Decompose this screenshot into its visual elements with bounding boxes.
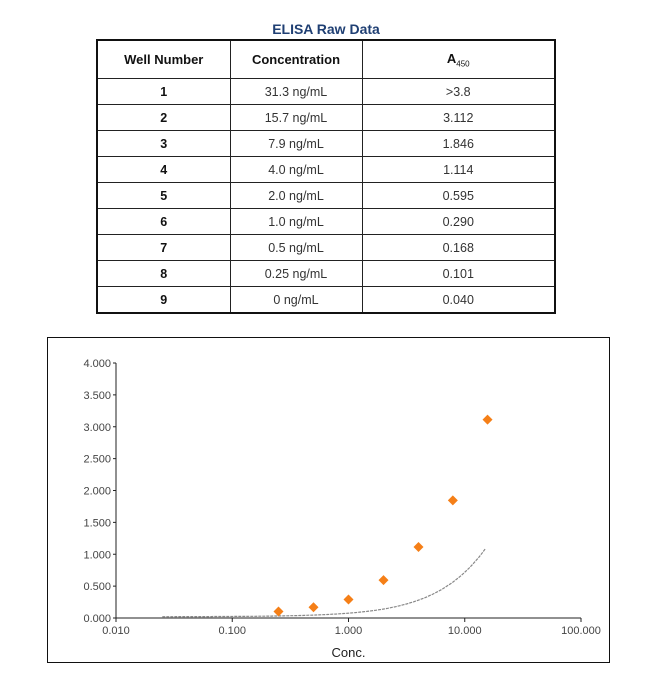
absorbance-cell: 3.112 — [362, 105, 555, 131]
well-number-cell: 9 — [97, 287, 230, 314]
concentration-cell: 0 ng/mL — [230, 287, 362, 314]
x-tick-label: 100.000 — [561, 625, 601, 637]
y-tick-label: 3.000 — [83, 421, 111, 434]
table-title: ELISA Raw Data — [272, 21, 380, 37]
concentration-cell: 0.25 ng/mL — [230, 261, 362, 287]
well-number-cell: 4 — [97, 157, 230, 183]
y-tick-label: 2.500 — [83, 453, 111, 466]
y-tick-label: 4.000 — [83, 358, 111, 370]
well-number-cell: 6 — [97, 209, 230, 235]
data-point-marker — [309, 602, 319, 612]
absorbance-cell: 0.168 — [362, 235, 555, 261]
header-well-number: Well Number — [97, 40, 230, 79]
concentration-cell: 2.0 ng/mL — [230, 183, 362, 209]
y-tick-label: 0.000 — [83, 613, 111, 625]
absorbance-cell: 0.290 — [362, 209, 555, 235]
x-tick-label: 0.100 — [218, 625, 247, 637]
y-tick-label: 1.500 — [83, 517, 111, 530]
y-tick-label: 0.500 — [83, 581, 111, 594]
well-number-cell: 8 — [97, 261, 230, 287]
x-tick-label: 0.010 — [102, 625, 130, 637]
concentration-cell: 0.5 ng/mL — [230, 235, 362, 261]
absorbance-cell: 1.114 — [362, 157, 555, 183]
data-point-marker — [483, 415, 493, 425]
data-point-marker — [274, 607, 284, 617]
x-tick-label: 1.000 — [334, 625, 363, 637]
well-number-cell: 5 — [97, 183, 230, 209]
concentration-cell: 15.7 ng/mL — [230, 105, 362, 131]
well-number-cell: 7 — [97, 235, 230, 261]
fit-curve — [162, 549, 485, 617]
y-tick-label: 2.000 — [83, 485, 111, 498]
concentration-cell: 4.0 ng/mL — [230, 157, 362, 183]
well-number-cell: 2 — [97, 105, 230, 131]
absorbance-cell: 1.846 — [362, 131, 555, 157]
well-number-cell: 3 — [97, 131, 230, 157]
concentration-cell: 1.0 ng/mL — [230, 209, 362, 235]
x-axis-title: Conc. — [331, 645, 366, 660]
data-point-marker — [344, 595, 354, 605]
header-concentration: Concentration — [230, 40, 362, 79]
well-number-cell: 1 — [97, 79, 230, 105]
concentration-cell: 31.3 ng/mL — [230, 79, 362, 105]
absorbance-cell: >3.8 — [362, 79, 555, 105]
absorbance-cell: 0.040 — [362, 287, 555, 314]
y-tick-label: 1.000 — [83, 549, 111, 562]
concentration-cell: 7.9 ng/mL — [230, 131, 362, 157]
data-point-marker — [413, 542, 423, 552]
data-point-marker — [448, 495, 458, 505]
x-tick-label: 10.000 — [447, 625, 482, 637]
data-point-marker — [378, 575, 388, 585]
absorbance-cell: 0.595 — [362, 183, 555, 209]
absorbance-cell: 0.101 — [362, 261, 555, 287]
header-absorbance: $A_{450}$ — [362, 40, 555, 79]
y-tick-label: 3.500 — [83, 389, 111, 402]
